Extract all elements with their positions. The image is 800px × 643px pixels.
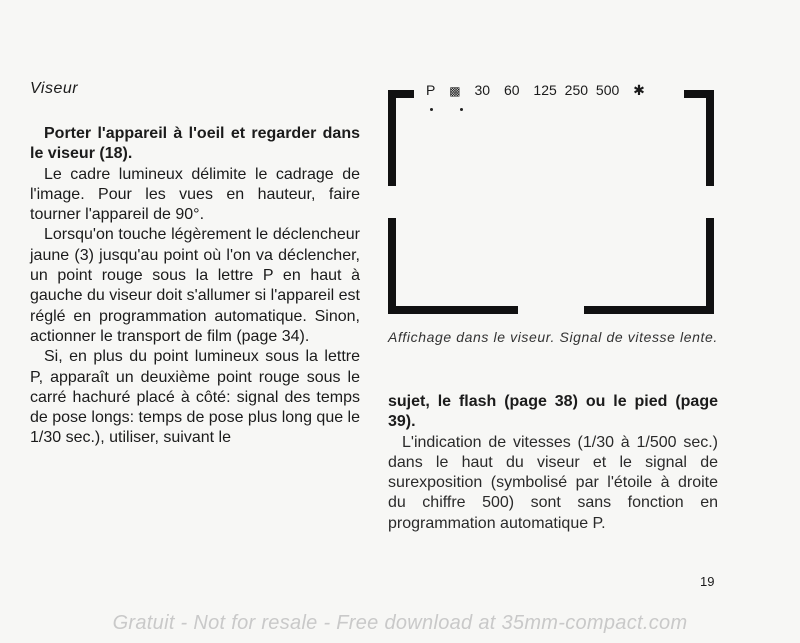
paragraph-red-dot-program: Lorsqu'on touche légèrement le déclencheur jaune (3) jusqu'au point où l'on va déclencher, un point rouge sous la lettre P en haut à gauche du viseur doit s'allumer si l'appareil est réglé en programmation automatique. Sinon, actionner le transport de film (page 34). [30,226,360,345]
red-dot-under-p-icon [430,108,433,111]
frame-corner-top-left-v [388,90,396,186]
frame-corner-bottom-right-h [584,306,714,314]
hatched-square-icon: ▩ [449,84,461,98]
paragraph-frame-lines: Le cadre lumineux délimite le cadrage de l'image. Pour les vues en hauteur, faire tourner l'appareil de 90°. [30,165,360,224]
frame-corner-bottom-left-h [388,306,518,314]
viewfinder-readout [426,82,655,99]
paragraph-slow-speed-signal: Si, en plus du point lumineux sous la lettre P, apparaît un deuxième point rouge sous le carré hachuré placé à côté: signal des temps de pose longs: temps de pose plus long que le 1/30 sec.), utiliser, suivant le [30,348,361,447]
speed-500: 500 [595,82,620,98]
speed-125: 125 [533,82,557,98]
frame-corner-top-right-v [706,90,714,186]
viewfinder-illustration [388,82,718,322]
figure-caption: Affichage dans le viseur. Signal de vitesse lente. [388,329,718,345]
overexposure-star-icon: ✱ [633,82,645,98]
page-number: 19 [700,574,715,589]
paragraph-look-through-viewfinder: Porter l'appareil à l'oeil et regarder dans le viseur (18). [30,125,360,163]
program-letter-p: P [426,82,436,98]
frame-corner-bottom-left-v [388,218,396,314]
speed-250: 250 [564,82,589,98]
right-text-column [388,392,718,534]
paragraph-speed-indication: L'indication de vitesses (1/30 à 1/500 sec.) dans le haut du viseur et le signal de surexposition (symbolisé par l'étoile à droite du chiffre 500) sont sans fonction en programmation automatique P. [388,433,718,532]
paragraph-flash-tripod: sujet, le flash (page 38) ou le pied (page 39). [388,393,718,431]
left-text-column [30,124,360,449]
speed-60: 60 [503,82,520,98]
speed-30: 30 [474,82,491,98]
section-heading: Viseur [30,80,79,97]
frame-corner-bottom-right-v [706,218,714,314]
red-dot-under-hatched-square-icon [460,108,463,111]
watermark-text: Gratuit - Not for resale - Free download at 35mm-compact.com [112,612,688,634]
